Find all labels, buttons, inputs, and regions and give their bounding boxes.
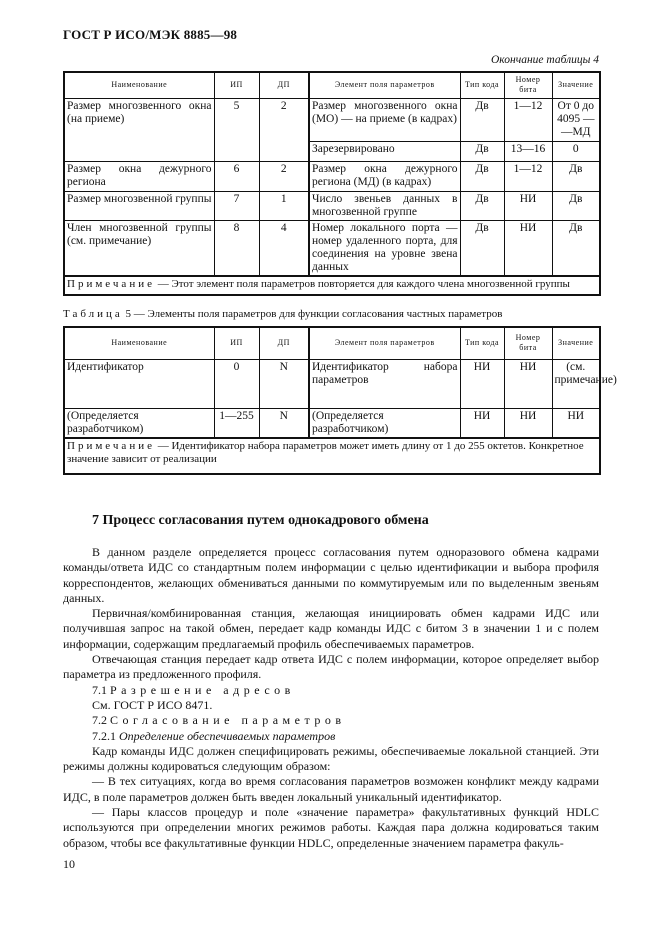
- cell-name: Размер окна дежурного региона: [64, 161, 214, 191]
- subsection-title: Разрешение адресов: [110, 682, 295, 697]
- cell-name: (Определяется разработчиком): [64, 409, 214, 439]
- note-label: Примечание: [67, 277, 155, 290]
- cell-type: НИ: [460, 360, 504, 409]
- table-4: [63, 71, 601, 296]
- note-text: — Идентификатор набора параметров может иметь длину от 1 до 255 октетов. Конкретное значение зависит от реализации: [67, 440, 584, 465]
- col-header-value: Значение: [552, 327, 600, 360]
- list-item: — Пары классов процедур и поле «значение параметра» факультативных функций HDLC используются при определении многих режимов работы. Каждая пара должна кодироваться таким образом, чтобы все факультативные функции HDLC, определенные значением параметра факуль-: [63, 805, 599, 850]
- subsection-title: Определение обеспечиваемых параметров: [119, 728, 336, 743]
- table-continuation-label: Окончание таблицы 4: [491, 54, 599, 66]
- col-header-dp: ДП: [259, 327, 309, 360]
- table-row: [64, 409, 600, 439]
- subsection-number: 7.1: [92, 682, 110, 697]
- table-note-row: [64, 276, 600, 295]
- cell-type: Дв: [460, 191, 504, 220]
- cell-value: От 0 до 4095 — —МД: [552, 98, 600, 141]
- cell-element: Размер многозвенного окна (МО) — на приеме (в кадрах): [309, 98, 460, 141]
- cell-dp: 2: [259, 98, 309, 161]
- col-header-ip: ИП: [214, 327, 259, 360]
- cell-value: 0: [552, 141, 600, 161]
- col-header-dp: ДП: [259, 72, 309, 98]
- col-header-element: Элемент поля параметров: [309, 72, 460, 98]
- cell-dp: N: [259, 360, 309, 409]
- subsection-7-2: [63, 713, 599, 728]
- cell-dp: N: [259, 409, 309, 439]
- cell-element: Число звеньев данных в многозвенной группе: [309, 191, 460, 220]
- cell-element: Идентификатор набора параметров: [309, 360, 460, 409]
- table-5: [63, 326, 617, 476]
- col-header-type: Тип кода: [460, 72, 504, 98]
- cell-bits: НИ: [504, 191, 552, 220]
- cell-name: Член многозвенной группы (см. примечание): [64, 220, 214, 276]
- caption-label: Таблица: [63, 307, 123, 320]
- table-row: [64, 161, 600, 191]
- page-number: 10: [63, 856, 75, 871]
- paragraph: Кадр команды ИДС должен специфицировать режимы, обеспечиваемые локальной станцией. Эти режимы должны кодироваться следующим образом:: [63, 743, 599, 774]
- table-note: [64, 276, 600, 295]
- subsection-7-1: [63, 683, 599, 698]
- cell-element: Зарезервировано: [309, 141, 460, 161]
- paragraph: В данном разделе определяется процесс согласования путем одноразового обмена кадрами команды/ответа ИДС со стандартным полем информации с целью идентификации и выбора профиля корреспондентов, желающих обмениваться данными по коммутируемым или по выделенным звеньям данных.: [63, 545, 599, 605]
- table-note: [64, 438, 600, 474]
- cell-value: Дв: [552, 161, 600, 191]
- table-row: [64, 360, 600, 409]
- table-row: [64, 98, 600, 141]
- cell-bits: НИ: [504, 409, 552, 439]
- cell-type: Дв: [460, 141, 504, 161]
- cell-type: НИ: [460, 409, 504, 439]
- cell-ip: 0: [214, 360, 259, 409]
- cell-type: Дв: [460, 98, 504, 141]
- document-header: ГОСТ Р ИСО/МЭК 8885—98: [63, 27, 238, 42]
- cell-name: Размер многозвенной группы: [64, 191, 214, 220]
- cell-ip: 5: [214, 98, 259, 161]
- list-item: — В тех ситуациях, когда во время согласования параметров возможен конфликт между кадрами ИДС, в поле параметров должен быть введен локальный уникальный идентификатор.: [63, 774, 599, 804]
- cell-dp: 4: [259, 220, 309, 276]
- cell-element: Номер локального порта — номер удаленного порта, для соединения на уровне звена данных: [309, 220, 460, 276]
- cell-ip: 1—255: [214, 409, 259, 439]
- col-header-bits: Номер бита: [504, 327, 552, 360]
- cell-ip: 6: [214, 161, 259, 191]
- caption-text: 5 — Элементы поля параметров для функции согласования частных параметров: [122, 307, 503, 320]
- cell-bits: НИ: [504, 220, 552, 276]
- cell-bits: 1—12: [504, 161, 552, 191]
- col-header-type: Тип кода: [460, 327, 504, 360]
- cell-bits: 1—12: [504, 98, 552, 141]
- table-5-caption: [63, 308, 599, 321]
- table-header-row: [64, 72, 600, 98]
- cell-type: Дв: [460, 161, 504, 191]
- table-header-row: [64, 327, 600, 360]
- cell-type: Дв: [460, 220, 504, 276]
- paragraph: См. ГОСТ Р ИСО 8471.: [92, 697, 213, 712]
- cell-dp: 1: [259, 191, 309, 220]
- section-heading: 7 Процесс согласования путем однокадрового обмена: [92, 513, 429, 528]
- cell-value: (см. примечание): [552, 360, 600, 409]
- cell-name: Идентификатор: [64, 360, 214, 409]
- col-header-name: Наименование: [64, 72, 214, 98]
- cell-ip: 8: [214, 220, 259, 276]
- cell-ip: 7: [214, 191, 259, 220]
- paragraph: Отвечающая станция передает кадр ответа ИДС с полем информации, которое определяет выбор параметра из предложенного профиля.: [63, 652, 599, 682]
- subsection-title: Согласование параметров: [110, 713, 346, 728]
- cell-element: Размер окна дежурного региона (МД) (в кадрах): [309, 161, 460, 191]
- col-header-name: Наименование: [64, 327, 214, 360]
- cell-bits: НИ: [504, 360, 552, 409]
- note-text: — Этот элемент поля параметров повторяется для каждого члена многозвенной группы: [154, 277, 570, 290]
- cell-value: Дв: [552, 191, 600, 220]
- cell-name: Размер многозвенного окна (на приеме): [64, 98, 214, 161]
- cell-value: Дв: [552, 220, 600, 276]
- table-row: [64, 220, 600, 276]
- cell-element: (Определяется разработчиком): [309, 409, 460, 439]
- col-header-bits: Номер бита: [504, 72, 552, 98]
- subsection-number: 7.2.1: [92, 728, 119, 743]
- cell-bits: 13—16: [504, 141, 552, 161]
- col-header-ip: ИП: [214, 72, 259, 98]
- col-header-value: Значение: [552, 72, 600, 98]
- note-label: Примечание: [67, 440, 155, 452]
- subsection-number: 7.2: [92, 713, 110, 728]
- col-header-element: Элемент поля параметров: [309, 327, 460, 360]
- table-row: [64, 191, 600, 220]
- section-body: [63, 545, 599, 851]
- table-note-row: [64, 438, 600, 474]
- paragraph: Первичная/комбинированная станция, желающая инициировать обмен кадрами ИДС или получившая запрос на такой обмен, передает кадр команды ИДС с битом 3 в значении 1 и с полем информации, содержащим предлагаемый профиль обеспечиваемых параметров.: [63, 606, 599, 651]
- cell-value: НИ: [552, 409, 600, 439]
- cell-dp: 2: [259, 161, 309, 191]
- document-page: [63, 0, 617, 871]
- subsection-7-2-1: [63, 729, 599, 744]
